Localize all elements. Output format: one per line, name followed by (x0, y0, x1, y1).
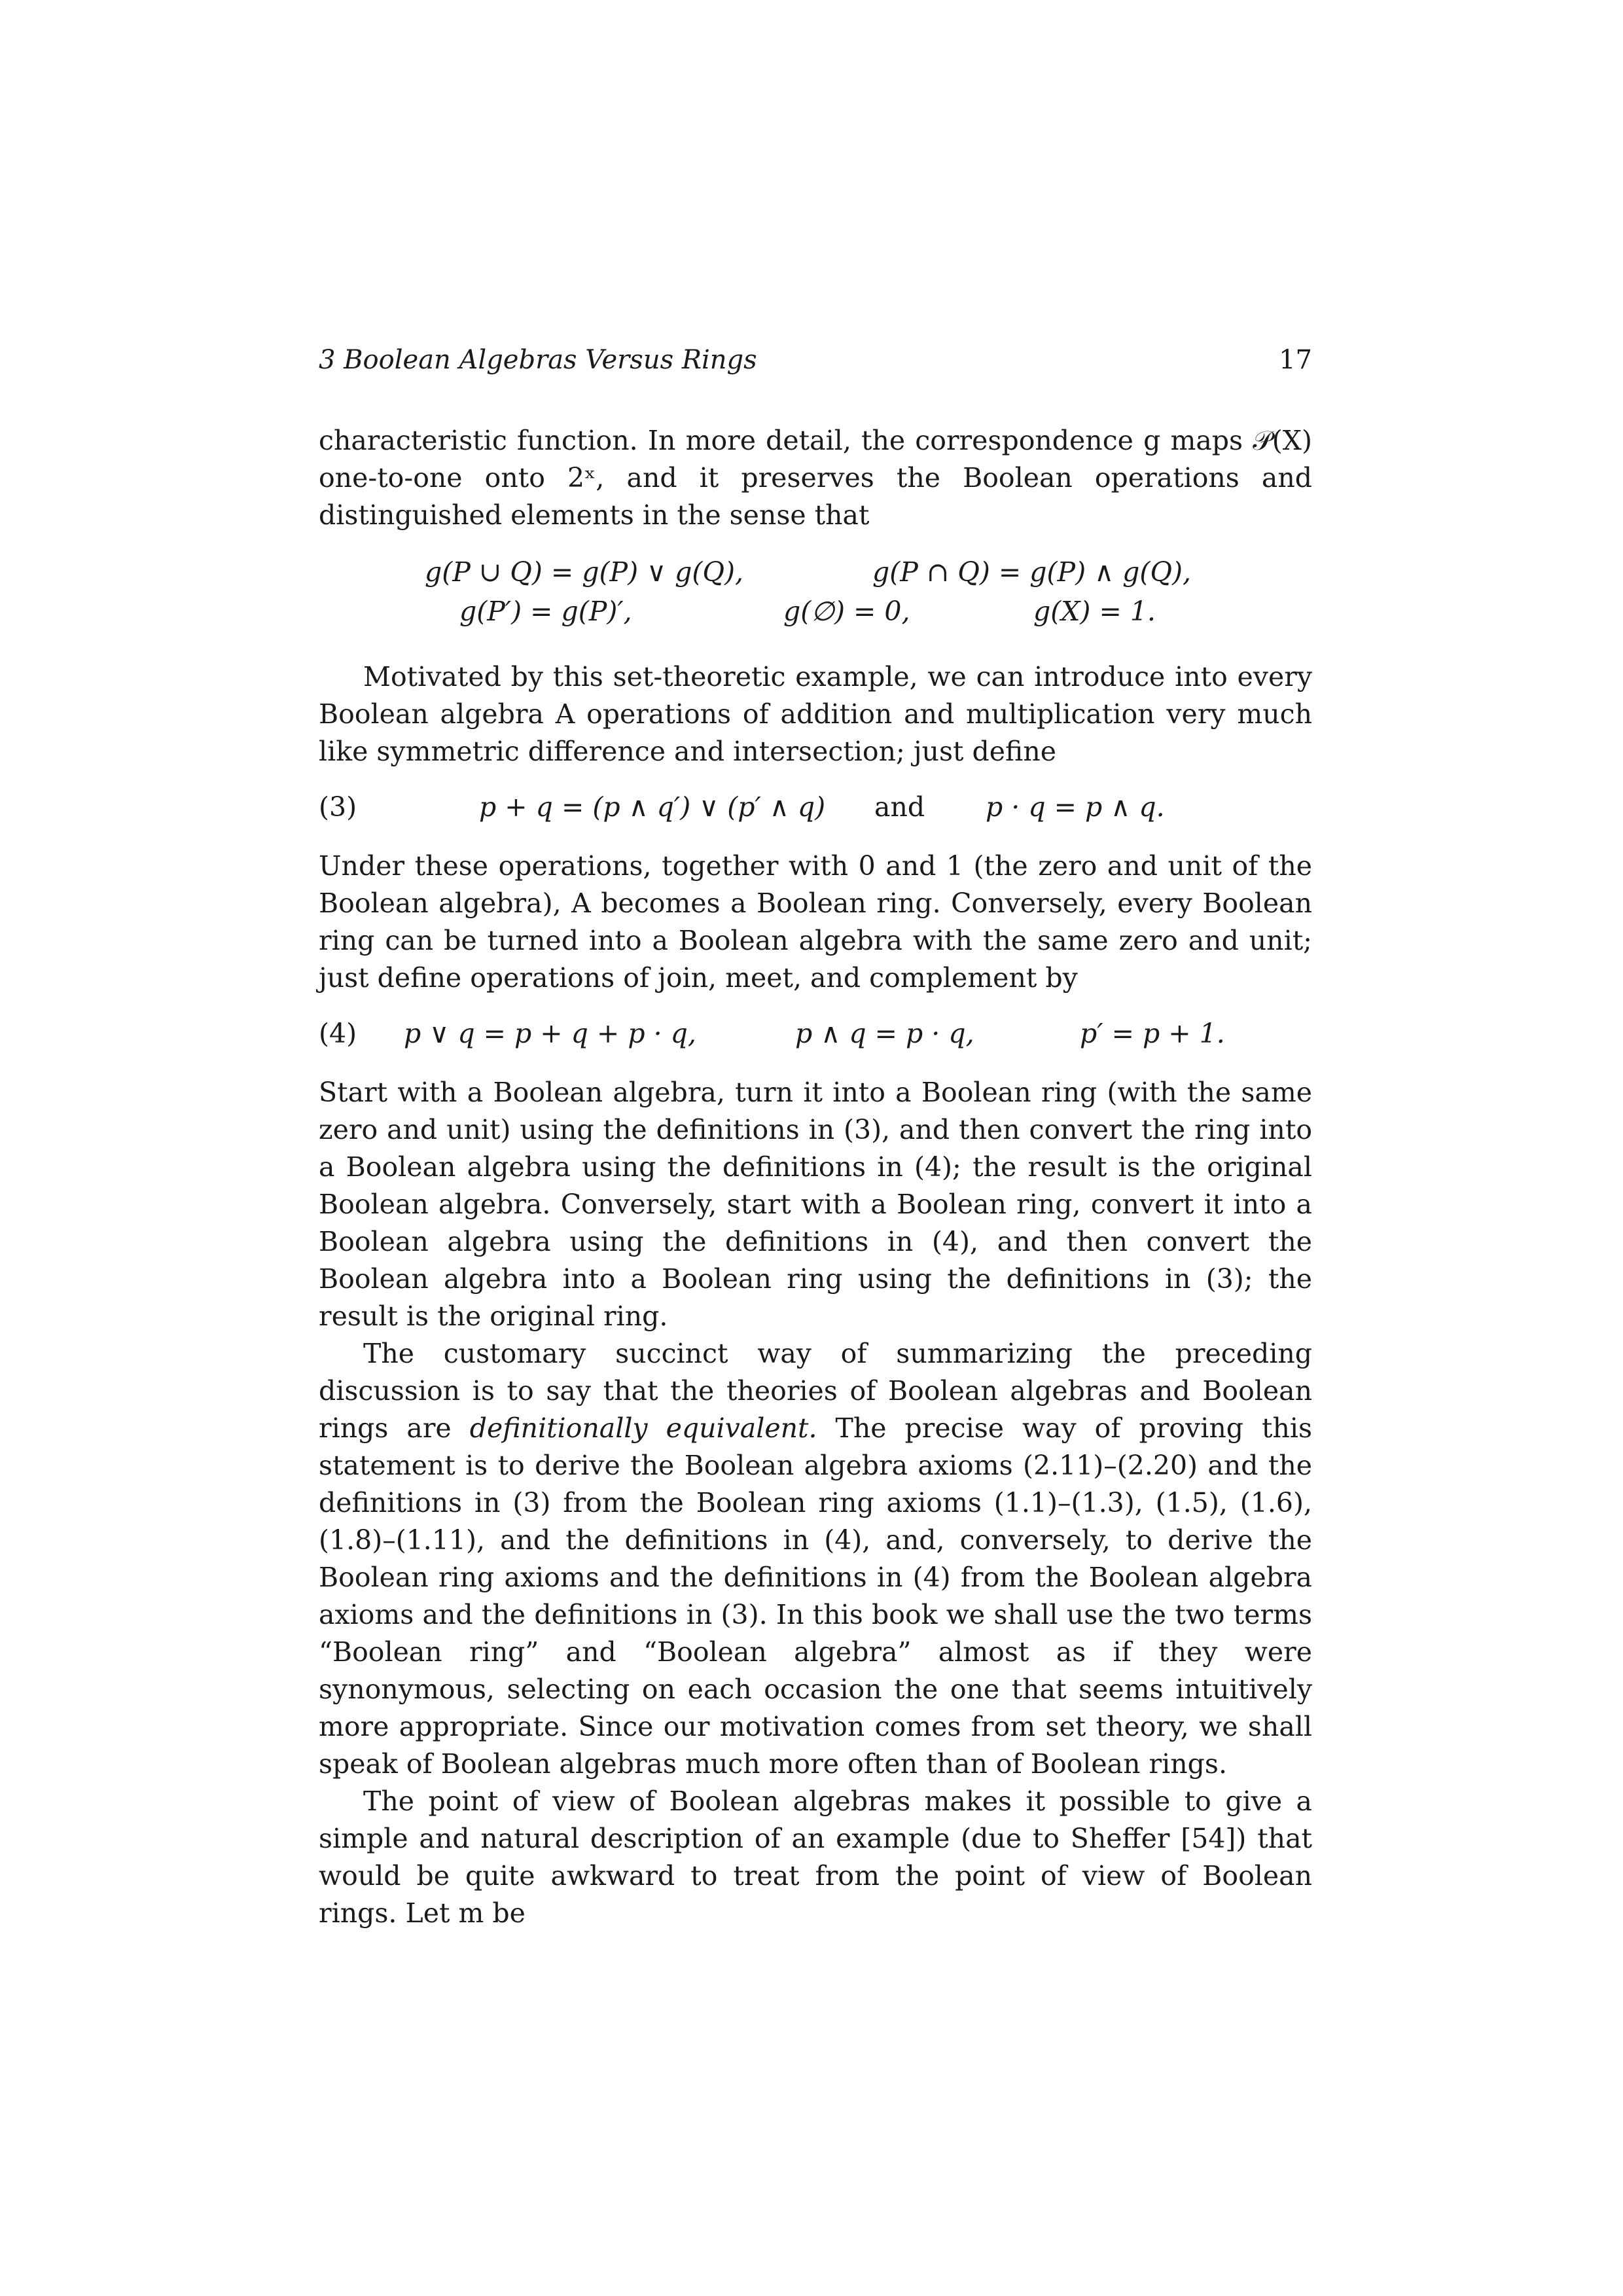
running-title: 3 Boolean Algebras Versus Rings (319, 345, 757, 375)
equation-4 (319, 1015, 1312, 1056)
equation-3 (319, 789, 1312, 829)
paragraph-5 (319, 1335, 1312, 1783)
paragraph-5-part-2: The precise way of proving this statement is to derive the Boolean algebra axioms (2.11)–(2.20) and the definitions in (3) from the Boolean ring axioms (1.1)–(1.3), (1.5), (1.6), (1.8)–(1.11), and the definitions in (4), and, conversely, to derive the Boolean ring axioms and the definitions in (4) from the Boolean algebra axioms and the definitions in (3). In this book we shall use the two terms “Boolean ring” and “Boolean algebra” almost as if they were synonymous, selecting on each occasion the one that seems intuitively more appropriate. Since our motivation comes from set theory, we shall speak of Boolean algebras much more often than of Boolean rings. (319, 1412, 1313, 1780)
paragraph-5-emphasis: definitionally equivalent. (469, 1412, 817, 1444)
equation-g-empty: g(∅) = 0, (783, 596, 910, 627)
paragraph-2: Motivated by this set-theoretic example, we can introduce into every Boolean algebra A operations of addition and multiplication very much like symmetric difference and intersection; just define (319, 661, 1312, 767)
equation-4-join: p ∨ q = p + q + p · q, (404, 1018, 696, 1049)
equation-4-number: (4) (319, 1018, 357, 1049)
paragraph-3: Under these operations, together with 0 and 1 (the zero and unit of the Boolean algebra), A becomes a Boolean ring. Conversely, every Boolean ring can be turned into a Boolean algebra with the same zero and unit; just define operations of join, meet, and complement by (319, 850, 1312, 994)
equation-g-union: g(P ∪ Q) = g(P) ∨ g(Q), (425, 556, 744, 588)
paragraph-1: characteristic function. In more detail, the correspondence g maps 𝒫(X) one-to-one onto 2ˣ, and it preserves the Boolean operations and distinguished elements in the sense that (319, 425, 1312, 531)
paragraph-6: The point of view of Boolean algebras makes it possible to give a simple and natural description of an example (due to Sheffer [54]) that would be quite awkward to treat from the point of view of Boolean rings. Let m be (319, 1785, 1312, 1929)
running-header (319, 340, 1312, 380)
display-equations-g (319, 541, 1312, 639)
equation-3-and: and (874, 791, 925, 823)
equation-3-multiplication: p · q = p ∧ q. (986, 791, 1165, 823)
body-text (319, 422, 1312, 1932)
equation-g-intersection: g(P ∩ Q) = g(P) ∧ g(Q), (872, 556, 1192, 588)
equation-3-number: (3) (319, 791, 357, 823)
equation-g-complement: g(P′) = g(P)′, (459, 596, 632, 627)
paragraph-5-part-1: The customary succinct way of summarizing the preceding discussion is to say that the theories of Boolean algebras and Boolean rings are (319, 1338, 1312, 1444)
equation-3-addition: p + q = (p ∧ q′) ∨ (p′ ∧ q) (479, 791, 826, 823)
equation-4-meet: p ∧ q = p · q, (795, 1018, 974, 1049)
equation-4-complement: p′ = p + 1. (1080, 1018, 1225, 1049)
paragraph-4: Start with a Boolean algebra, turn it into a Boolean ring (with the same zero and unit) using the definitions in (3), and then convert the ring into a Boolean algebra using the definitions in (4); the result is the original Boolean algebra. Conversely, start with a Boolean ring, convert it into a Boolean algebra using the definitions in (4), and then convert the Boolean algebra into a Boolean ring using the definitions in (3); the result is the original ring. (319, 1077, 1312, 1332)
equation-g-whole: g(X) = 1. (1033, 596, 1156, 627)
page-number: 17 (1279, 345, 1312, 375)
